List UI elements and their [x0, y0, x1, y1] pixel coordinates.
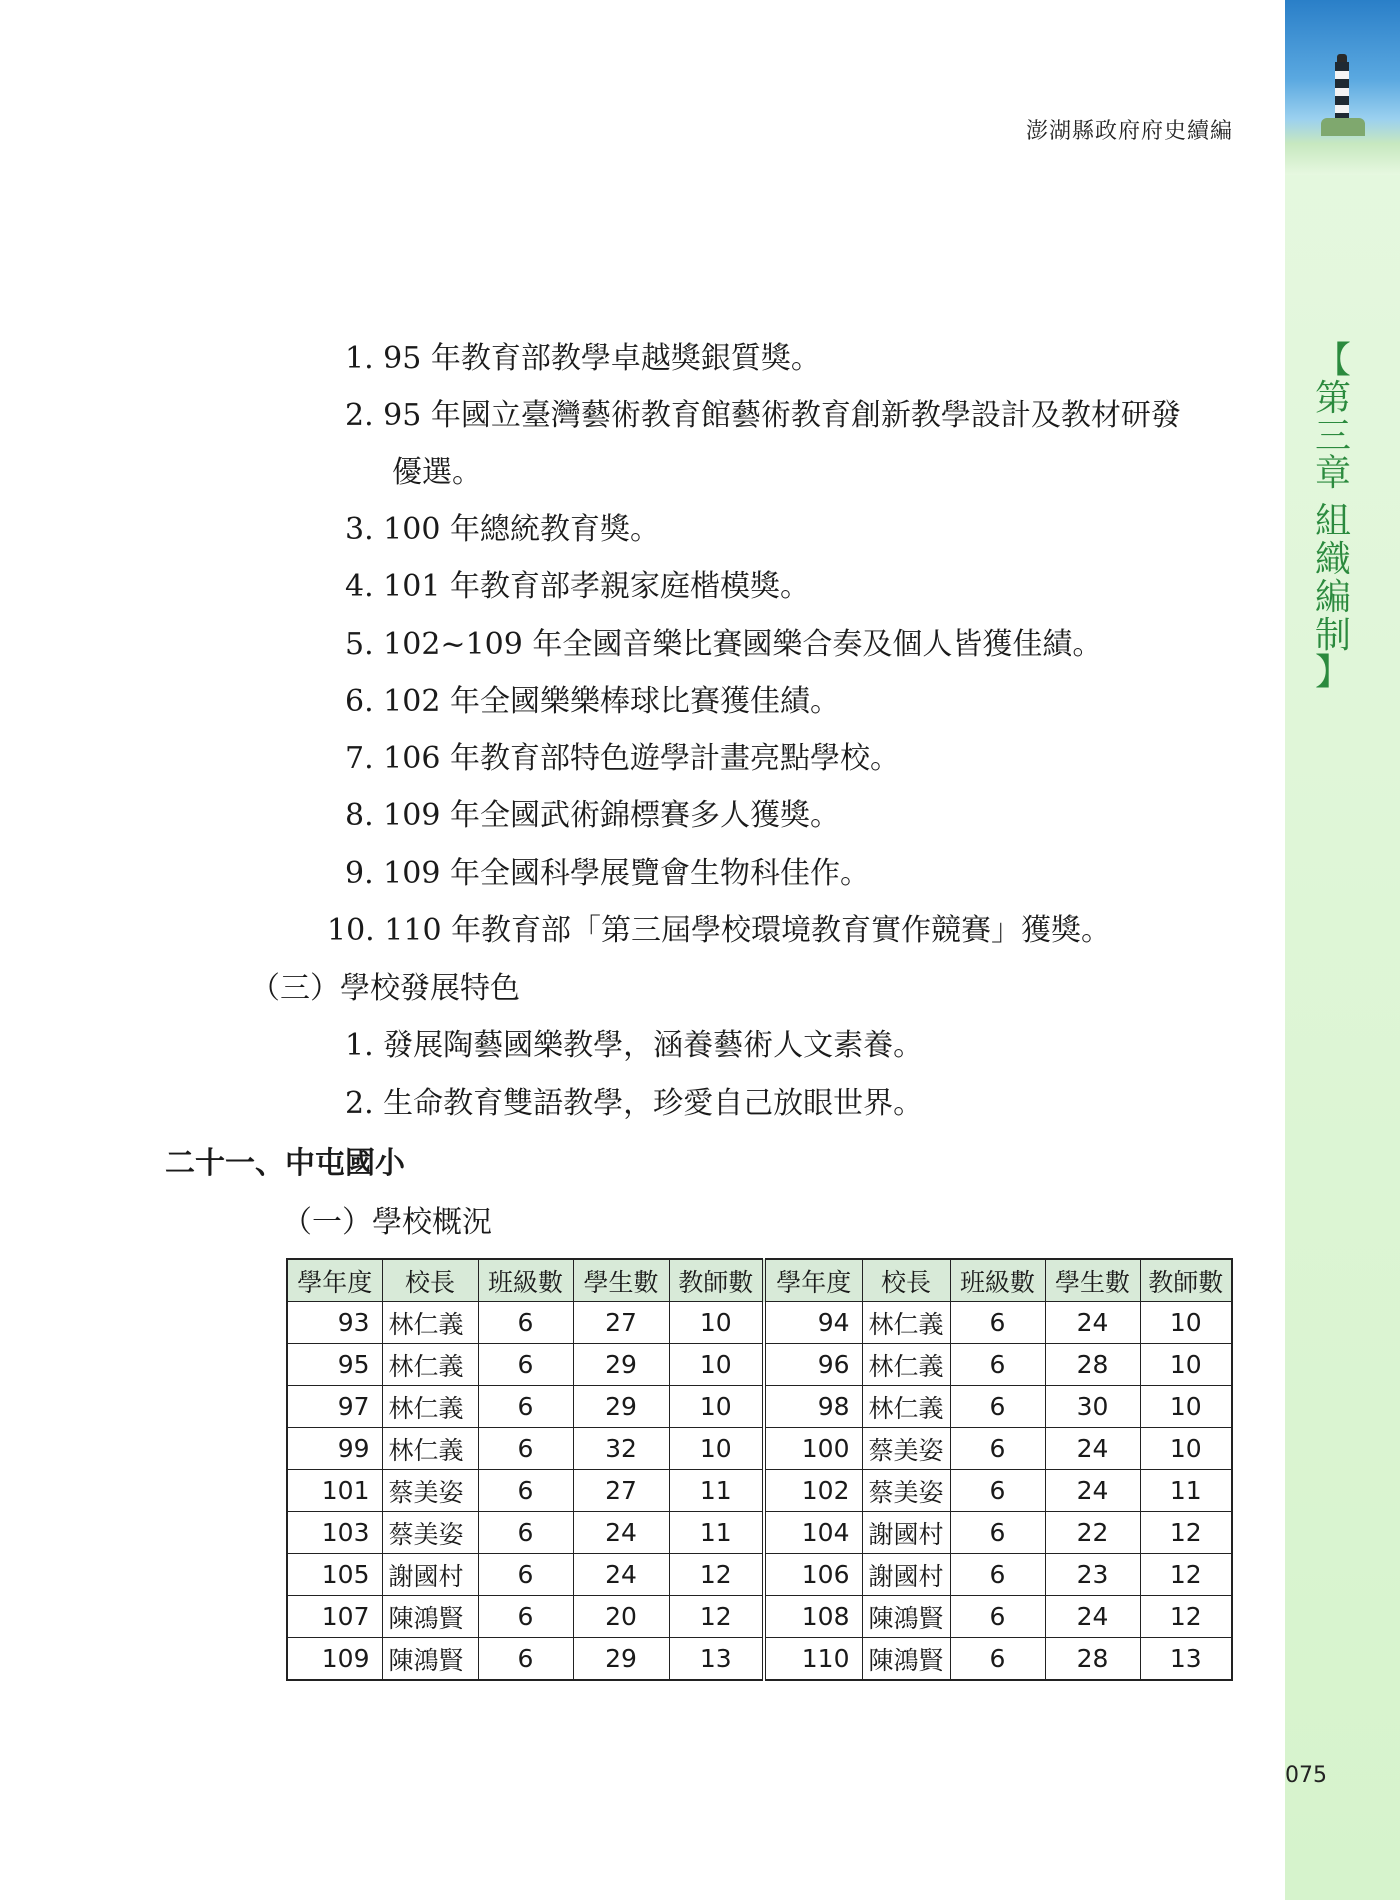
table-cell: 97 — [287, 1386, 382, 1428]
lighthouse-photo — [1285, 0, 1400, 175]
table-cell: 6 — [478, 1596, 573, 1638]
table-cell: 10 — [1140, 1344, 1232, 1386]
table-cell: 林仁義 — [862, 1386, 950, 1428]
table-cell: 101 — [287, 1470, 382, 1512]
table-cell: 95 — [287, 1344, 382, 1386]
list-item — [345, 1085, 923, 1123]
table-cell: 6 — [950, 1512, 1045, 1554]
table-cell: 32 — [573, 1428, 669, 1470]
table-cell: 10 — [1140, 1428, 1232, 1470]
table-cell: 林仁義 — [382, 1344, 478, 1386]
table-row — [287, 1554, 1232, 1596]
item-number: 3. — [345, 512, 374, 547]
item-text: 發展陶藝國樂教學，涵養藝術人文素養。 — [383, 1028, 924, 1063]
table-cell: 24 — [573, 1554, 669, 1596]
item-number: 7. — [345, 741, 374, 776]
subsection-heading: （一）學校概況 — [282, 1205, 492, 1240]
table-cell: 24 — [1045, 1470, 1140, 1512]
chapter-tab-char: 織 — [1314, 538, 1351, 580]
table-cell: 23 — [1045, 1554, 1140, 1596]
table-cell: 22 — [1045, 1512, 1140, 1554]
chapter-tab-char: 三 — [1314, 415, 1351, 457]
table-cell: 謝國村 — [862, 1554, 950, 1596]
chapter-side-band — [1285, 0, 1400, 1900]
column-header: 學年度 — [287, 1259, 382, 1302]
table-row — [287, 1428, 1232, 1470]
table-cell: 6 — [950, 1386, 1045, 1428]
column-header: 班級數 — [478, 1259, 573, 1302]
list-item — [345, 1027, 923, 1065]
running-header: 澎湖縣政府府史續編 — [1025, 119, 1233, 144]
table-cell: 24 — [1045, 1596, 1140, 1638]
table-cell: 28 — [1045, 1344, 1140, 1386]
section-heading: （三）學校發展特色 — [250, 971, 520, 1006]
school-overview-table — [286, 1258, 1233, 1681]
item-number: 2. — [345, 1086, 374, 1121]
table-row — [287, 1512, 1232, 1554]
table-row — [287, 1302, 1232, 1344]
table-cell: 林仁義 — [862, 1344, 950, 1386]
table-cell: 24 — [1045, 1428, 1140, 1470]
chapter-tab-char: 組 — [1314, 501, 1351, 543]
table-row — [287, 1344, 1232, 1386]
column-header: 學生數 — [573, 1259, 669, 1302]
table-header-row — [287, 1259, 1232, 1302]
table-cell: 6 — [950, 1470, 1045, 1512]
table-cell: 6 — [478, 1638, 573, 1681]
item-text: 102 年全國樂樂棒球比賽獲佳績。 — [383, 684, 840, 719]
table-cell: 10 — [669, 1302, 764, 1344]
column-header: 學年度 — [764, 1259, 862, 1302]
table-cell: 6 — [950, 1428, 1045, 1470]
table-cell: 27 — [573, 1302, 669, 1344]
table-cell: 6 — [478, 1302, 573, 1344]
table-cell: 106 — [764, 1554, 862, 1596]
item-text: 109 年全國武術錦標賽多人獲獎。 — [383, 798, 840, 833]
item-text: 101 年教育部孝親家庭楷模獎。 — [383, 569, 810, 604]
table-cell: 20 — [573, 1596, 669, 1638]
table-cell: 6 — [950, 1554, 1045, 1596]
item-number: 5. — [345, 627, 374, 662]
list-item — [345, 511, 660, 549]
table-cell: 29 — [573, 1638, 669, 1681]
table-cell: 12 — [1140, 1554, 1232, 1596]
table-cell: 蔡美姿 — [382, 1512, 478, 1554]
item-text: 100 年總統教育獎。 — [383, 512, 660, 547]
table-cell: 103 — [287, 1512, 382, 1554]
table-cell: 6 — [478, 1428, 573, 1470]
table-cell: 100 — [764, 1428, 862, 1470]
table-cell: 29 — [573, 1344, 669, 1386]
table-cell: 10 — [1140, 1302, 1232, 1344]
table-cell: 林仁義 — [382, 1428, 478, 1470]
list-item — [327, 912, 1111, 950]
item-number: 1. — [345, 1028, 374, 1063]
table-cell: 102 — [764, 1470, 862, 1512]
table-cell: 6 — [478, 1554, 573, 1596]
table-cell: 12 — [669, 1554, 764, 1596]
table-cell: 110 — [764, 1638, 862, 1681]
table-cell: 104 — [764, 1512, 862, 1554]
table-cell: 11 — [669, 1512, 764, 1554]
table-cell: 12 — [1140, 1512, 1232, 1554]
table-row — [287, 1638, 1232, 1681]
table-cell: 6 — [950, 1344, 1045, 1386]
item-number: 9. — [345, 856, 374, 891]
table-cell: 109 — [287, 1638, 382, 1681]
chapter-tab-char: 制 — [1314, 614, 1351, 656]
item-text: 110 年教育部「第三屆學校環境教育實作競賽」獲獎。 — [384, 913, 1112, 948]
column-header: 教師數 — [669, 1259, 764, 1302]
table-cell: 27 — [573, 1470, 669, 1512]
chapter-tab — [1303, 342, 1363, 692]
list-item — [345, 797, 840, 835]
item-text: 優選。 — [392, 455, 482, 490]
table-cell: 6 — [950, 1638, 1045, 1681]
column-header: 學生數 — [1045, 1259, 1140, 1302]
table-cell: 96 — [764, 1344, 862, 1386]
item-number: 2. — [345, 398, 374, 433]
table-cell: 10 — [669, 1428, 764, 1470]
item-text: 95 年教育部教學卓越獎銀質獎。 — [383, 341, 821, 376]
table-cell: 11 — [1140, 1470, 1232, 1512]
table-cell: 林仁義 — [382, 1386, 478, 1428]
list-item — [345, 626, 1102, 664]
list-item — [345, 568, 810, 606]
item-number: 8. — [345, 798, 374, 833]
island-icon — [1321, 118, 1365, 136]
chapter-tab-char: 編 — [1314, 576, 1351, 618]
item-text: 106 年教育部特色遊學計畫亮點學校。 — [383, 741, 900, 776]
table-cell: 12 — [669, 1596, 764, 1638]
table-cell: 29 — [573, 1386, 669, 1428]
column-header: 校長 — [862, 1259, 950, 1302]
table-cell: 10 — [1140, 1386, 1232, 1428]
table-cell: 6 — [478, 1470, 573, 1512]
item-number: 1. — [345, 341, 374, 376]
table-cell: 6 — [478, 1512, 573, 1554]
table-cell: 陳鴻賢 — [862, 1596, 950, 1638]
item-number: 6. — [345, 684, 374, 719]
table-cell: 陳鴻賢 — [382, 1638, 478, 1681]
table-cell: 13 — [669, 1638, 764, 1681]
item-text: 102~109 年全國音樂比賽國樂合奏及個人皆獲佳績。 — [383, 627, 1103, 662]
table-cell: 林仁義 — [382, 1302, 478, 1344]
column-header: 校長 — [382, 1259, 478, 1302]
table-row — [287, 1386, 1232, 1428]
item-text: 生命教育雙語教學，珍愛自己放眼世界。 — [383, 1086, 924, 1121]
column-header: 班級數 — [950, 1259, 1045, 1302]
table-cell: 24 — [1045, 1302, 1140, 1344]
chapter-tab-char: 章 — [1314, 453, 1351, 495]
item-text: 95 年國立臺灣藝術教育館藝術教育創新教學設計及教材研發 — [383, 398, 1181, 433]
page-number: 075 — [1285, 1763, 1327, 1788]
table-cell: 林仁義 — [862, 1302, 950, 1344]
table-cell: 93 — [287, 1302, 382, 1344]
table-row — [287, 1596, 1232, 1638]
table-cell: 24 — [573, 1512, 669, 1554]
table-cell: 6 — [478, 1344, 573, 1386]
table-cell: 99 — [287, 1428, 382, 1470]
chapter-tab-char: 第 — [1314, 377, 1351, 419]
chapter-tab-char: 】 — [1314, 652, 1351, 694]
table-cell: 謝國村 — [382, 1554, 478, 1596]
list-item — [345, 855, 870, 893]
table-cell: 蔡美姿 — [862, 1470, 950, 1512]
list-item — [345, 740, 900, 778]
table-cell: 陳鴻賢 — [862, 1638, 950, 1681]
table-cell: 謝國村 — [862, 1512, 950, 1554]
table-cell: 94 — [764, 1302, 862, 1344]
table-cell: 105 — [287, 1554, 382, 1596]
table-cell: 陳鴻賢 — [382, 1596, 478, 1638]
table-cell: 6 — [950, 1596, 1045, 1638]
table-cell: 10 — [669, 1344, 764, 1386]
list-item — [345, 340, 821, 378]
table-row — [287, 1470, 1232, 1512]
item-text: 109 年全國科學展覽會生物科佳作。 — [383, 856, 870, 891]
school-title: 二十一、中屯國小 — [165, 1146, 405, 1181]
table-cell: 107 — [287, 1596, 382, 1638]
item-number: 4. — [345, 569, 374, 604]
lighthouse-icon — [1335, 62, 1349, 124]
table-cell: 10 — [669, 1386, 764, 1428]
table-cell: 6 — [478, 1386, 573, 1428]
table-cell: 6 — [950, 1302, 1045, 1344]
list-item — [392, 454, 482, 492]
table-cell: 30 — [1045, 1386, 1140, 1428]
table-cell: 98 — [764, 1386, 862, 1428]
list-item — [345, 683, 840, 721]
table-cell: 蔡美姿 — [382, 1470, 478, 1512]
table-cell: 12 — [1140, 1596, 1232, 1638]
table-cell: 11 — [669, 1470, 764, 1512]
table-cell: 108 — [764, 1596, 862, 1638]
table-cell: 28 — [1045, 1638, 1140, 1681]
chapter-tab-char: 【 — [1314, 340, 1351, 381]
table-cell: 蔡美姿 — [862, 1428, 950, 1470]
column-header: 教師數 — [1140, 1259, 1232, 1302]
list-item — [345, 397, 1181, 435]
table-cell: 13 — [1140, 1638, 1232, 1681]
item-number: 10. — [327, 913, 375, 948]
